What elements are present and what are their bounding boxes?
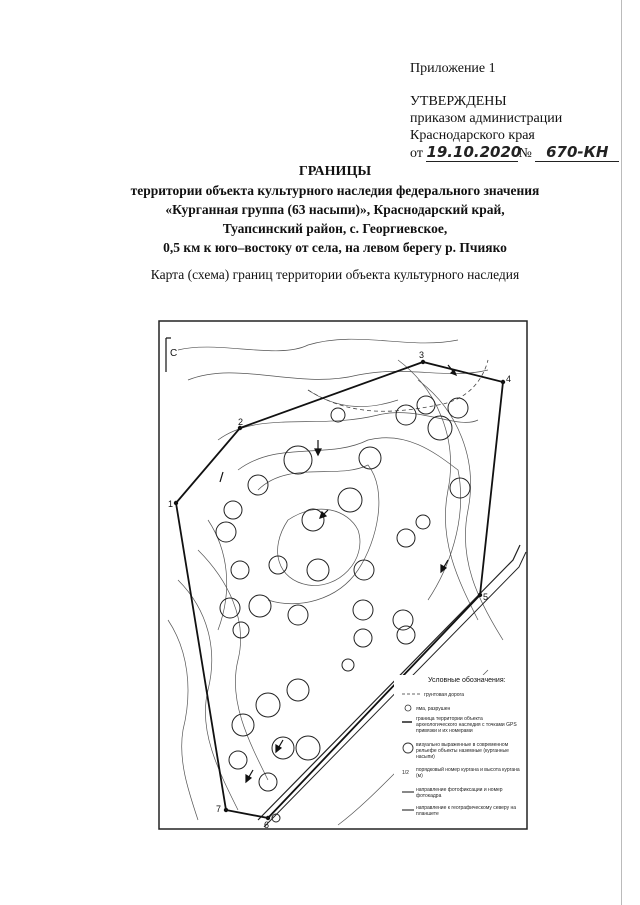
title-line-1: территории объекта культурного наследия федерального значения [130,183,540,198]
legend-item-boundary: граница территории объекта археологического наследия с точками GPS привязки и их номерами [416,716,517,734]
order-line-2: Краснодарского края [410,128,535,143]
legend-item-kurgan-number: порядковый номер кургана и высота кургана (м) [416,767,520,779]
document-heading: ГРАНИЦЫ [298,164,372,179]
date-prefix: от [410,146,423,161]
order-line-1: приказом администрации [410,111,563,126]
legend-item-pit: яма, разрушен [416,706,451,712]
number-prefix: № [518,146,532,161]
legend-item-mounds: визуально выраженные в современном рельефе объекты наземные (курганные насыпи) [416,742,509,760]
scan-edge-line [621,0,622,905]
point-label-6: 6 [264,820,270,830]
point-label-5: 5 [483,592,489,602]
point-label-4: 4 [506,374,512,384]
map-subtitle: Карта (схема) границ территории объекта культурного наследия [150,267,520,282]
title-line-4: 0,5 км к юго–востоку от села, на левом берегу р. Пчияко [163,240,507,255]
point-label-3: 3 [419,350,425,360]
appendix-label: Приложение 1 [410,61,496,76]
approved-label: УТВЕРЖДЕНЫ [410,94,507,109]
order-date-line [410,144,625,162]
north-label: С [170,348,178,359]
handwritten-number: 670-КН [535,144,619,162]
title-line-2: «Курганная группа (63 насыпи)», Краснодарский край, [165,202,505,217]
handwritten-date: 19.10.2020 [426,143,522,161]
title-line-3: Туапсинский район, с. Георгиевское, [222,221,448,236]
point-label-1: 1 [168,499,174,509]
legend-title: Условные обозначения: [428,677,506,684]
map-legend [394,675,524,825]
boundary-map [158,320,528,830]
svg-text:1/2: 1/2 [402,770,409,776]
legend-item-photo-direction: направление фотофиксации и номер фотокадра [416,787,503,799]
legend-item-north-direction: направление к географическому северу на планшете [416,805,517,817]
legend-item-road: грунтовая дорога [424,692,465,698]
point-label-2: 2 [238,417,244,427]
point-label-7: 7 [216,804,222,814]
